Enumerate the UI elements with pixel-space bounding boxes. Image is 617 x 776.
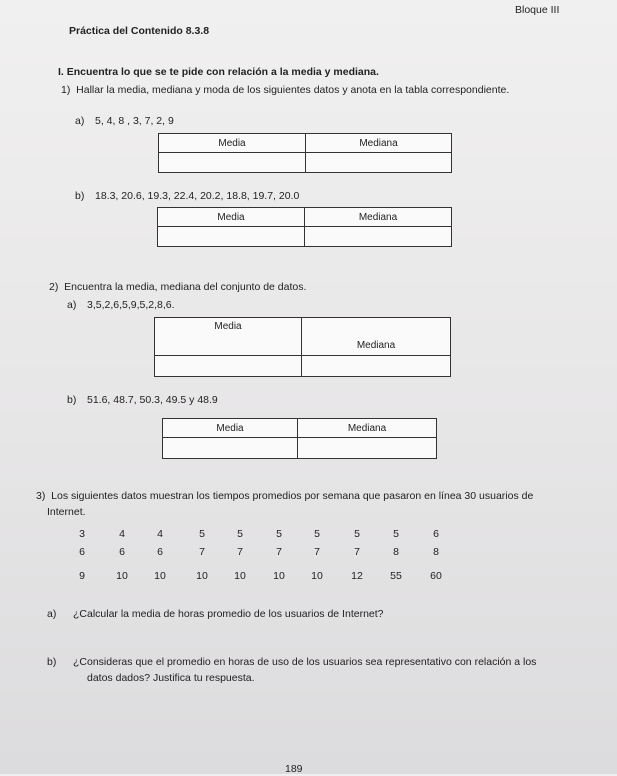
data-cell: 3: [79, 528, 85, 540]
data-cell: 8: [393, 546, 399, 558]
q1b-mediana-header: Mediana: [305, 208, 452, 227]
data-cell: 5: [314, 528, 320, 540]
data-cell: 5: [276, 528, 282, 540]
data-cell: 6: [79, 546, 85, 558]
data-cell: 6: [433, 528, 439, 540]
q1b-media-header: Media: [158, 208, 305, 227]
q1b-data: 18.3, 20.6, 19.3, 22.4, 20.2, 18.8, 19.7, 20.0: [95, 190, 300, 202]
page-number: 189: [285, 763, 303, 775]
data-cell: 60: [430, 570, 442, 582]
q2a-label: a): [67, 299, 77, 311]
data-cell: 10: [154, 570, 166, 582]
q3a-label: a): [47, 608, 57, 620]
data-cell: 4: [119, 528, 125, 540]
q3b-label: b): [47, 656, 57, 668]
data-cell: 6: [157, 546, 163, 558]
data-cell: 7: [314, 546, 320, 558]
data-cell: 5: [237, 528, 243, 540]
q1a-media-header: Media: [159, 134, 306, 153]
data-cell: 12: [351, 570, 363, 582]
data-cell: 5: [354, 528, 360, 540]
page-title: Práctica del Contenido 8.3.8: [69, 25, 210, 37]
q2b-mediana-header: Mediana: [298, 419, 437, 438]
data-cell: 8: [433, 546, 439, 558]
question-3-prompt: 3) Los siguientes datos muestran los tiempos promedios por semana que pasaron en línea 30 usuarios de: [36, 490, 534, 502]
data-cell: 7: [276, 546, 282, 558]
data-cell: 7: [354, 546, 360, 558]
data-cell: 10: [273, 570, 285, 582]
data-cell: 10: [234, 570, 246, 582]
q3b-text: ¿Consideras que el promedio en horas de uso de los usuarios sea representativo con relación a los: [73, 656, 537, 668]
data-cell: 10: [116, 570, 128, 582]
block-label: Bloque III: [515, 4, 560, 16]
data-cell: 55: [390, 570, 402, 582]
data-cell: 10: [196, 570, 208, 582]
q3a-text: ¿Calcular la media de horas promedio de los usuarios de Internet?: [73, 608, 384, 620]
q1b-label: b): [75, 190, 85, 202]
data-cell: 10: [311, 570, 323, 582]
q3b-text-cont: datos dados? Justifica tu respuesta.: [87, 672, 255, 684]
data-cell: 5: [199, 528, 205, 540]
section-heading: I. Encuentra lo que se te pide con relación a la media y mediana.: [58, 66, 379, 78]
q2a-mediana-header: Mediana: [302, 318, 451, 356]
q2b-media-header: Media: [163, 419, 298, 438]
q1a-mediana-header: Mediana: [306, 134, 452, 153]
data-cell: 6: [119, 546, 125, 558]
question-3-prompt-cont: Internet.: [47, 506, 86, 518]
q2b-data: 51.6, 48.7, 50.3, 49.5 y 48.9: [87, 394, 218, 406]
question-2-prompt: 2) Encuentra la media, mediana del conjunto de datos.: [49, 281, 307, 293]
data-cell: 7: [199, 546, 205, 558]
q1a-data: 5, 4, 8 , 3, 7, 2, 9: [95, 115, 174, 127]
q2a-data: 3,5,2,6,5,9,5,2,8,6.: [87, 299, 175, 311]
q2a-media-header: Media: [155, 318, 302, 356]
question-1-prompt: 1) Hallar la media, mediana y moda de los siguientes datos y anota en la tabla correspondiente.: [61, 84, 510, 96]
q2b-label: b): [67, 394, 77, 406]
data-cell: 5: [393, 528, 399, 540]
data-cell: 9: [79, 570, 85, 582]
data-cell: 4: [157, 528, 163, 540]
data-cell: 7: [237, 546, 243, 558]
q1a-label: a): [75, 115, 85, 127]
